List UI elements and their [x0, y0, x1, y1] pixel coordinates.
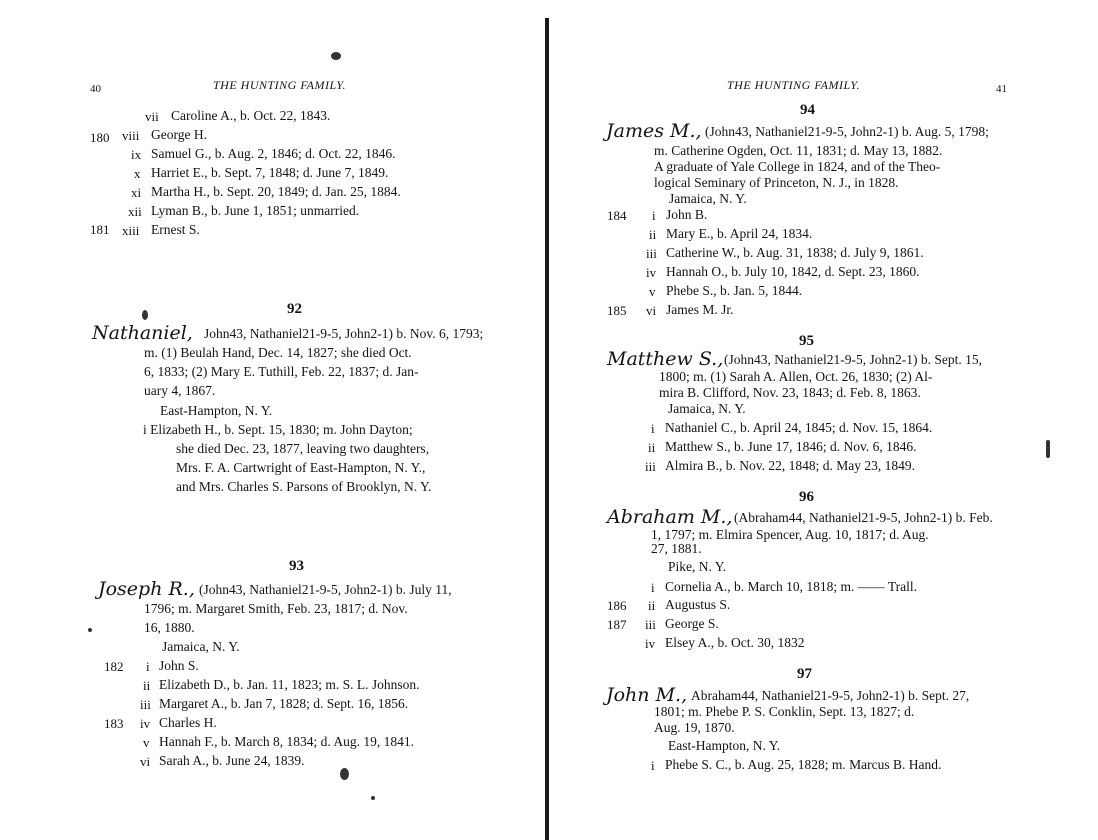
child-line: George S. [665, 616, 719, 631]
ink-speck [340, 768, 349, 780]
ink-mark [1046, 440, 1050, 458]
child-line: Elizabeth D., b. Jan. 11, 1823; m. S. L. Johnson. [159, 677, 420, 692]
entry-line: mira B. Clifford, Nov. 23, 1843; d. Feb. 8, 1863. [659, 385, 921, 400]
child-index: xiii [122, 223, 140, 238]
person-name: Joseph R., [98, 578, 195, 600]
running-header: THE HUNTING FAMILY. [213, 78, 346, 92]
child-line: Charles H. [159, 715, 217, 730]
ink-speck [142, 310, 148, 320]
child-index: ix [131, 147, 142, 162]
entry-line: 27, 1881. [651, 541, 702, 556]
child-line: Hannah O., b. July 10, 1842, d. Sept. 23, 1860. [666, 264, 920, 279]
ref-number: 185 [607, 303, 627, 318]
child-index: iv [646, 265, 657, 280]
entry-line: 1801; m. Phebe P. S. Conklin, Sept. 13, 1827; d. [654, 704, 915, 719]
child-line: she died Dec. 23, 1877, leaving two daughters, [176, 441, 430, 456]
entry-line: A graduate of Yale College in 1824, and of the Theo- [654, 159, 941, 174]
child-line: Phebe S. C., b. Aug. 25, 1828; m. Marcus B. Hand. [665, 757, 942, 772]
person-name: Matthew S., [607, 348, 724, 370]
child-line: Elsey A., b. Oct. 30, 1832 [665, 635, 805, 650]
entry-line: uary 4, 1867. [144, 383, 216, 398]
child-index: iii [646, 246, 657, 261]
residence: Pike, N. Y. [668, 559, 727, 574]
child-index: xi [131, 185, 142, 200]
child-index: i [651, 580, 655, 595]
ink-speck [88, 628, 92, 632]
child-index: iv [140, 716, 151, 731]
child-index: iii [645, 617, 656, 632]
child-line: Matthew S., b. June 17, 1846; d. Nov. 6, 1846. [665, 439, 917, 454]
child-index: x [134, 166, 141, 181]
entry-line: (John43, Nathaniel21-9-5, John2-1) b. July 11, [199, 582, 452, 597]
child-line: Margaret A., b. Jan 7, 1828; d. Sept. 16, 1856. [159, 696, 409, 711]
child-line: Lyman B., b. June 1, 1851; unmarried. [151, 203, 360, 218]
child-index: ii [143, 678, 151, 693]
residence: Jamaica, N. Y. [162, 639, 240, 654]
running-header: THE HUNTING FAMILY. [727, 78, 860, 92]
entry-line: m. Catherine Ogden, Oct. 11, 1831; d. May 13, 1882. [654, 143, 943, 158]
entry-number: 97 [797, 666, 812, 682]
ref-number: 186 [607, 598, 627, 613]
child-line: Sarah A., b. June 24, 1839. [159, 753, 305, 768]
ref-number: 182 [104, 659, 124, 674]
entry-line: 1, 1797; m. Elmira Spencer, Aug. 10, 1817; d. Aug. [651, 527, 929, 542]
ink-speck [371, 796, 375, 800]
entry-line: John43, Nathaniel21-9-5, John2-1) b. Nov. 6, 1793; [204, 326, 484, 341]
child-index: iv [645, 636, 656, 651]
child-line: Mary E., b. April 24, 1834. [666, 226, 813, 241]
person-name: Nathaniel, [92, 322, 193, 344]
child-line: Martha H., b. Sept. 20, 1849; d. Jan. 25, 1884. [151, 184, 401, 199]
child-index: vi [140, 754, 151, 769]
person-name: John M., [606, 684, 688, 706]
entry-number: 92 [287, 301, 302, 317]
person-name: Abraham M., [607, 506, 733, 528]
child-line: and Mrs. Charles S. Parsons of Brooklyn, N. Y. [176, 479, 432, 494]
entry-line: 1800; m. (1) Sarah A. Allen, Oct. 26, 1830; (2) Al- [659, 369, 933, 384]
child-line: Phebe S., b. Jan. 5, 1844. [666, 283, 803, 298]
child-line: John S. [159, 658, 199, 673]
ref-number: 181 [90, 222, 110, 237]
child-line: Almira B., b. Nov. 22, 1848; d. May 23, 1849. [665, 458, 915, 473]
child-index: v [143, 735, 150, 750]
residence: East-Hampton, N. Y. [160, 403, 273, 418]
entry-number: 95 [799, 333, 814, 349]
page-gutter [545, 18, 549, 840]
child-index: i [651, 421, 655, 436]
child-line: i Elizabeth H., b. Sept. 15, 1830; m. John Dayton; [143, 422, 413, 437]
entry-number: 94 [800, 102, 815, 118]
child-line: James M. Jr. [666, 302, 734, 317]
child-line: Cornelia A., b. March 10, 1818; m. —— Trall. [665, 579, 917, 594]
entry-line: 16, 1880. [144, 620, 195, 635]
child-index: vii [145, 109, 159, 124]
child-index: v [649, 284, 656, 299]
child-index: i [652, 208, 656, 223]
entry-line: logical Seminary of Princeton, N. J., in 1828. [654, 175, 899, 190]
entry-line: (Abraham44, Nathaniel21-9-5, John2-1) b. Feb. [734, 510, 993, 525]
child-line: Harriet E., b. Sept. 7, 1848; d. June 7, 1849. [151, 165, 389, 180]
person-name: James M., [606, 120, 702, 142]
ref-number: 187 [607, 617, 627, 632]
entry-line: m. (1) Beulah Hand, Dec. 14, 1827; she died Oct. [144, 345, 412, 360]
child-index: iii [645, 459, 656, 474]
child-index: iii [140, 697, 151, 712]
entry-number: 93 [289, 558, 304, 574]
residence: Jamaica, N. Y. [668, 401, 746, 416]
ink-speck [331, 52, 341, 60]
page-number: 40 [90, 83, 101, 95]
child-line: Catherine W., b. Aug. 31, 1838; d. July 9, 1861. [666, 245, 924, 260]
residence: Jamaica, N. Y. [669, 191, 747, 206]
child-index: ii [648, 440, 656, 455]
entry-line: (John43, Nathaniel21-9-5, John2-1) b. Aug. 5, 1798; [705, 124, 989, 139]
child-line: Ernest S. [151, 222, 200, 237]
child-index: i [146, 659, 150, 674]
entry-number: 96 [799, 489, 814, 505]
child-index: xii [128, 204, 142, 219]
entry-line: 1796; m. Margaret Smith, Feb. 23, 1817; d. Nov. [144, 601, 408, 616]
child-line: George H. [151, 127, 207, 142]
child-line: Nathaniel C., b. April 24, 1845; d. Nov. 15, 1864. [665, 420, 933, 435]
child-index: viii [122, 128, 140, 143]
entry-line: Aug. 19, 1870. [654, 720, 735, 735]
child-line: John B. [666, 207, 708, 222]
ref-number: 184 [607, 208, 627, 223]
child-line: Hannah F., b. March 8, 1834; d. Aug. 19, 1841. [159, 734, 415, 749]
entry-line: 6, 1833; (2) Mary E. Tuthill, Feb. 22, 1837; d. Jan- [144, 364, 419, 379]
child-line: Augustus S. [665, 597, 731, 612]
entry-line: Abraham44, Nathaniel21-9-5, John2-1) b. Sept. 27, [691, 688, 970, 703]
child-line: Mrs. F. A. Cartwright of East-Hampton, N. Y., [176, 460, 426, 475]
child-index: ii [649, 227, 657, 242]
ref-number: 183 [104, 716, 124, 731]
ref-number: 180 [90, 130, 110, 145]
entry-line: (John43, Nathaniel21-9-5, John2-1) b. Sept. 15, [724, 352, 982, 367]
child-index: ii [648, 598, 656, 613]
residence: East-Hampton, N. Y. [668, 738, 781, 753]
child-index: vi [646, 303, 657, 318]
child-line: Samuel G., b. Aug. 2, 1846; d. Oct. 22, 1846. [151, 146, 396, 161]
child-index: i [651, 758, 655, 773]
child-line: Caroline A., b. Oct. 22, 1843. [171, 108, 331, 123]
page-number: 41 [996, 83, 1007, 95]
